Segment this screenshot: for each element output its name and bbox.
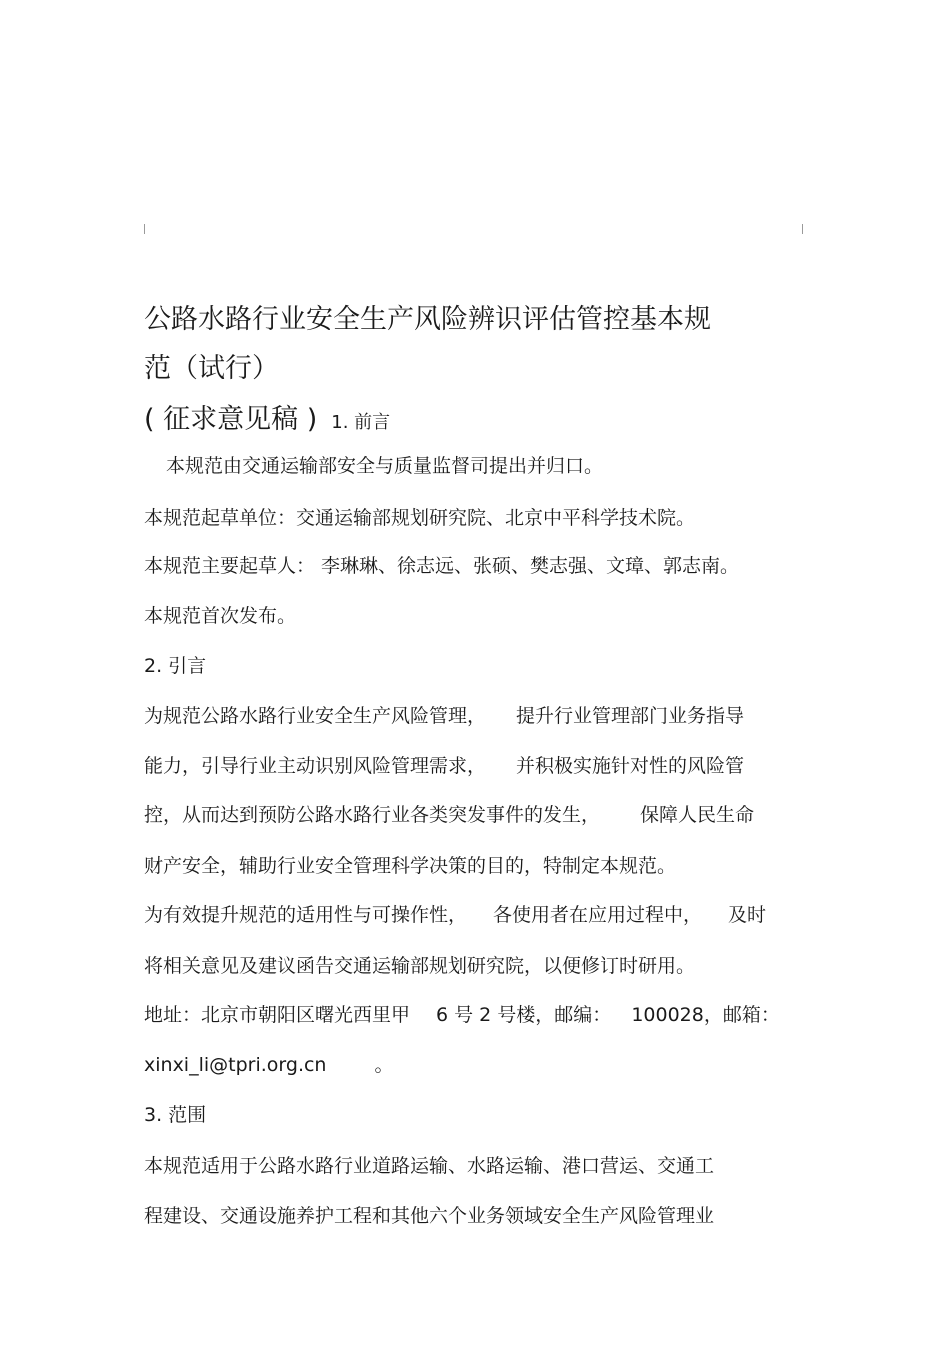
crop-mark-left: [144, 224, 145, 234]
email-address[interactable]: xinxi_li@tpri.org.cn: [144, 1054, 327, 1076]
address-part-a: 地址：北京市朝阳区曙光西里甲: [144, 1004, 411, 1026]
preface-paragraph-1: 本规范由交通运输部安全与质量监督司提出并归口。: [166, 455, 604, 477]
document-title-line-1: 公路水路行业安全生产风险辨识评估管控基本规: [144, 304, 711, 335]
preface-paragraph-3: 本规范主要起草人： 李琳琳、徐志远、张硕、樊志强、文璋、郭志南。: [144, 555, 740, 577]
email-line: [144, 1053, 394, 1077]
intro-line-2-part-b: 并积极实施针对性的风险管: [516, 755, 745, 777]
intro-line-2-part-a: 能力，引导行业主动识别风险管理需求，: [144, 755, 487, 777]
intro-line-3-part-a: 控，从而达到预防公路水路行业各类突发事件的发生，: [144, 804, 601, 826]
crop-mark-right: [802, 224, 803, 234]
address-part-c: 100028，邮箱：: [631, 1004, 780, 1026]
intro-line-1-part-b: 提升行业管理部门业务指导: [516, 705, 745, 727]
intro-line-3: [144, 803, 754, 827]
scope-line-2: 程建设、交通设施养护工程和其他六个业务领域安全生产风险管理业: [144, 1205, 715, 1227]
intro-line-3-part-b: 保障人民生命: [640, 804, 755, 826]
email-line-end: 。: [374, 1054, 394, 1076]
address-part-b: 6 号 2 号楼，邮编：: [436, 1004, 612, 1026]
feedback-line-1-part-c: 及时: [728, 904, 767, 926]
preface-paragraph-4: 本规范首次发布。: [144, 605, 297, 627]
preface-paragraph-2: 本规范起草单位：交通运输部规划研究院、北京中平科学技术院。: [144, 507, 696, 529]
document-title-line-2: 范（试行）: [144, 353, 279, 384]
intro-line-4: 财产安全，辅助行业安全管理科学决策的目的，特制定本规范。: [144, 855, 677, 877]
feedback-line-1-part-a: 为有效提升规范的适用性与可操作性，: [144, 904, 468, 926]
intro-heading: 2. 引言: [144, 655, 207, 677]
feedback-line-2: 将相关意见及建议函告交通运输部规划研究院，以便修订时研用。: [144, 955, 696, 977]
intro-line-1-part-a: 为规范公路水路行业安全生产风险管理，: [144, 705, 487, 727]
scope-line-1: 本规范适用于公路水路行业道路运输、水路运输、港口营运、交通工: [144, 1155, 715, 1177]
document-title-line-3: [144, 403, 390, 437]
scope-heading: 3. 范围: [144, 1104, 207, 1126]
feedback-line-1: [144, 903, 766, 927]
preface-heading: 1. 前言: [331, 412, 391, 433]
feedback-line-1-part-b: 各使用者在应用过程中，: [493, 904, 703, 926]
draft-label: ( 征求意见稿 ): [144, 404, 318, 435]
intro-line-1: [144, 704, 744, 728]
address-line: [144, 1003, 780, 1027]
intro-line-2: [144, 754, 744, 778]
